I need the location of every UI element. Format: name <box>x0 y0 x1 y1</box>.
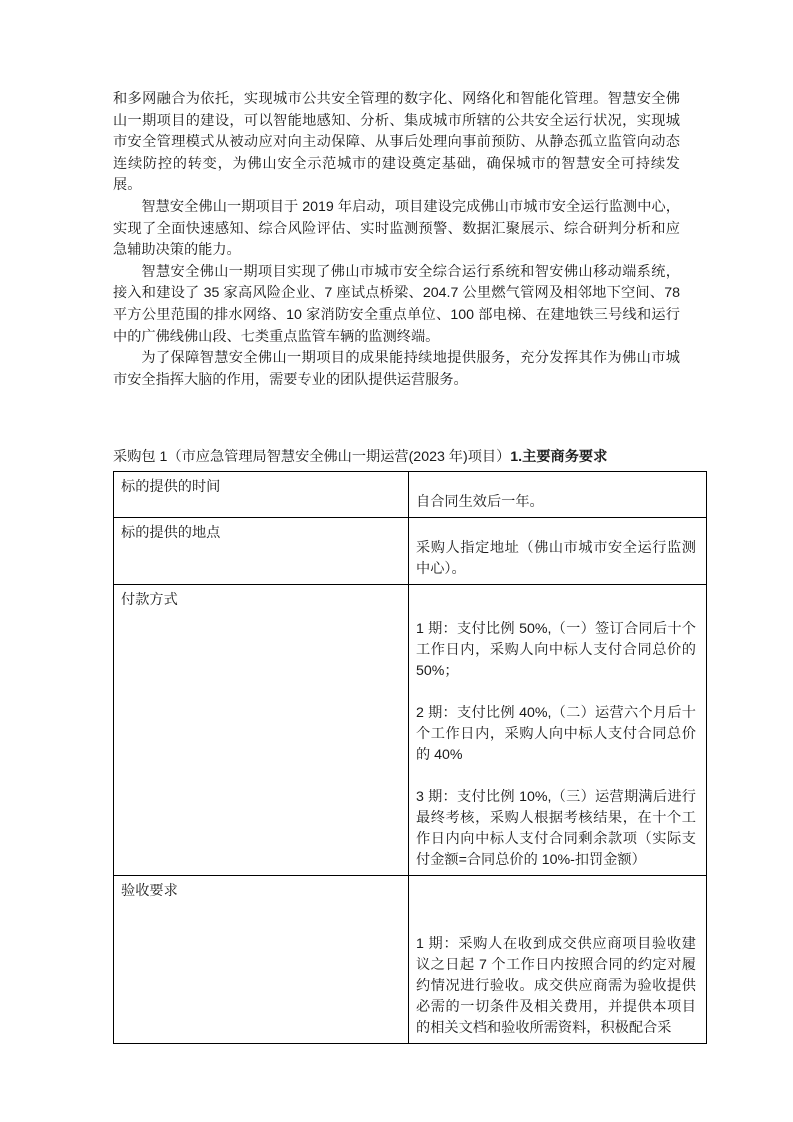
body-paragraph: 为了保障智慧安全佛山一期项目的成果能持续地提供服务，充分发挥其作为佛山市城市安全指挥大脑的作用，需要专业的团队提供运营服务。 <box>113 350 680 388</box>
table-row <box>114 517 707 584</box>
row-label-cell: 标的提供的地点 <box>114 517 409 584</box>
row-label-cell: 付款方式 <box>114 584 409 875</box>
body-paragraph: 智慧安全佛山一期项目实现了佛山市城市安全综合运行系统和智安佛山移动端系统，接入和建设了 35 家高风险企业、7 座试点桥梁、204.7 公里燃气管网及相邻地下空间、78 平方公里范围的排水网络、10 家消防安全重点单位、100 部电梯、在建地铁三号线和运行中的广佛线佛山段、七类重点监管车辆的监测终端。 <box>113 263 680 345</box>
row-content-cell <box>409 471 707 517</box>
cell-paragraph: 1 期：支付比例 50%,（一）签订合同后十个工作日内，采购人向中标人支付合同总价的 50%； <box>416 620 696 679</box>
cell-paragraph: 1 期：采购人在收到成交供应商项目验收建议之日起 7 个工作日内按照合同的约定对履约情况进行验收。成交供应商需为验收提供必需的一切条件及相关费用，并提供本项目的相关文档和验收所需资料，积极配合采 <box>416 935 696 1036</box>
cell-paragraph: 采购人指定地址（佛山市城市安全运行监测中心）。 <box>416 539 696 577</box>
cell-paragraph: 自合同生效后一年。 <box>416 493 544 510</box>
row-content-cell <box>409 517 707 584</box>
intro-paragraphs <box>113 89 680 391</box>
table-row <box>114 471 707 517</box>
document-page <box>113 89 696 1044</box>
heading-bold-title: 1.主要商务要求 <box>510 449 608 466</box>
table-row <box>114 584 707 875</box>
heading-prefix: 采购包 1（市应急管理局智慧安全佛山一期运营(2023 年)项目） <box>113 449 511 466</box>
cell-paragraph: 3 期：支付比例 10%,（三）运营期满后进行最终考核，采购人根据考核结果，在十个工作日内向中标人支付合同剩余款项（实际支付金额=合同总价的 10%-扣罚金额） <box>416 788 696 868</box>
row-label-cell: 标的提供的时间 <box>114 471 409 517</box>
body-paragraph: 和多网融合为依托，实现城市公共安全管理的数字化、网络化和智能化管理。智慧安全佛山一期项目的建设，可以智能地感知、分析、集成城市所辖的公共安全运行状况，实现城市安全管理模式从被动应对向主动保障、从事后处理向事前预防、从静态孤立监管向动态连续防控的转变，为佛山安全示范城市的建设奠定基础，确保城市的智慧安全可持续发展。 <box>113 91 680 194</box>
body-paragraph: 智慧安全佛山一期项目于 2019 年启动，项目建设完成佛山市城市安全运行监测中心，实现了全面快速感知、综合风险评估、实时监测预警、数据汇聚展示、综合研判分析和应急辅助决策的能力。 <box>113 198 680 259</box>
table-row <box>114 875 707 1043</box>
cell-paragraph: 2 期：支付比例 40%,（二）运营六个月后十个工作日内，采购人向中标人支付合同总价的 40% <box>416 704 696 763</box>
row-content-cell <box>409 875 707 1043</box>
row-content-cell <box>409 584 707 875</box>
procurement-package-heading <box>113 447 680 469</box>
commercial-requirements-table <box>113 471 707 1044</box>
row-label-cell: 验收要求 <box>114 875 409 1043</box>
